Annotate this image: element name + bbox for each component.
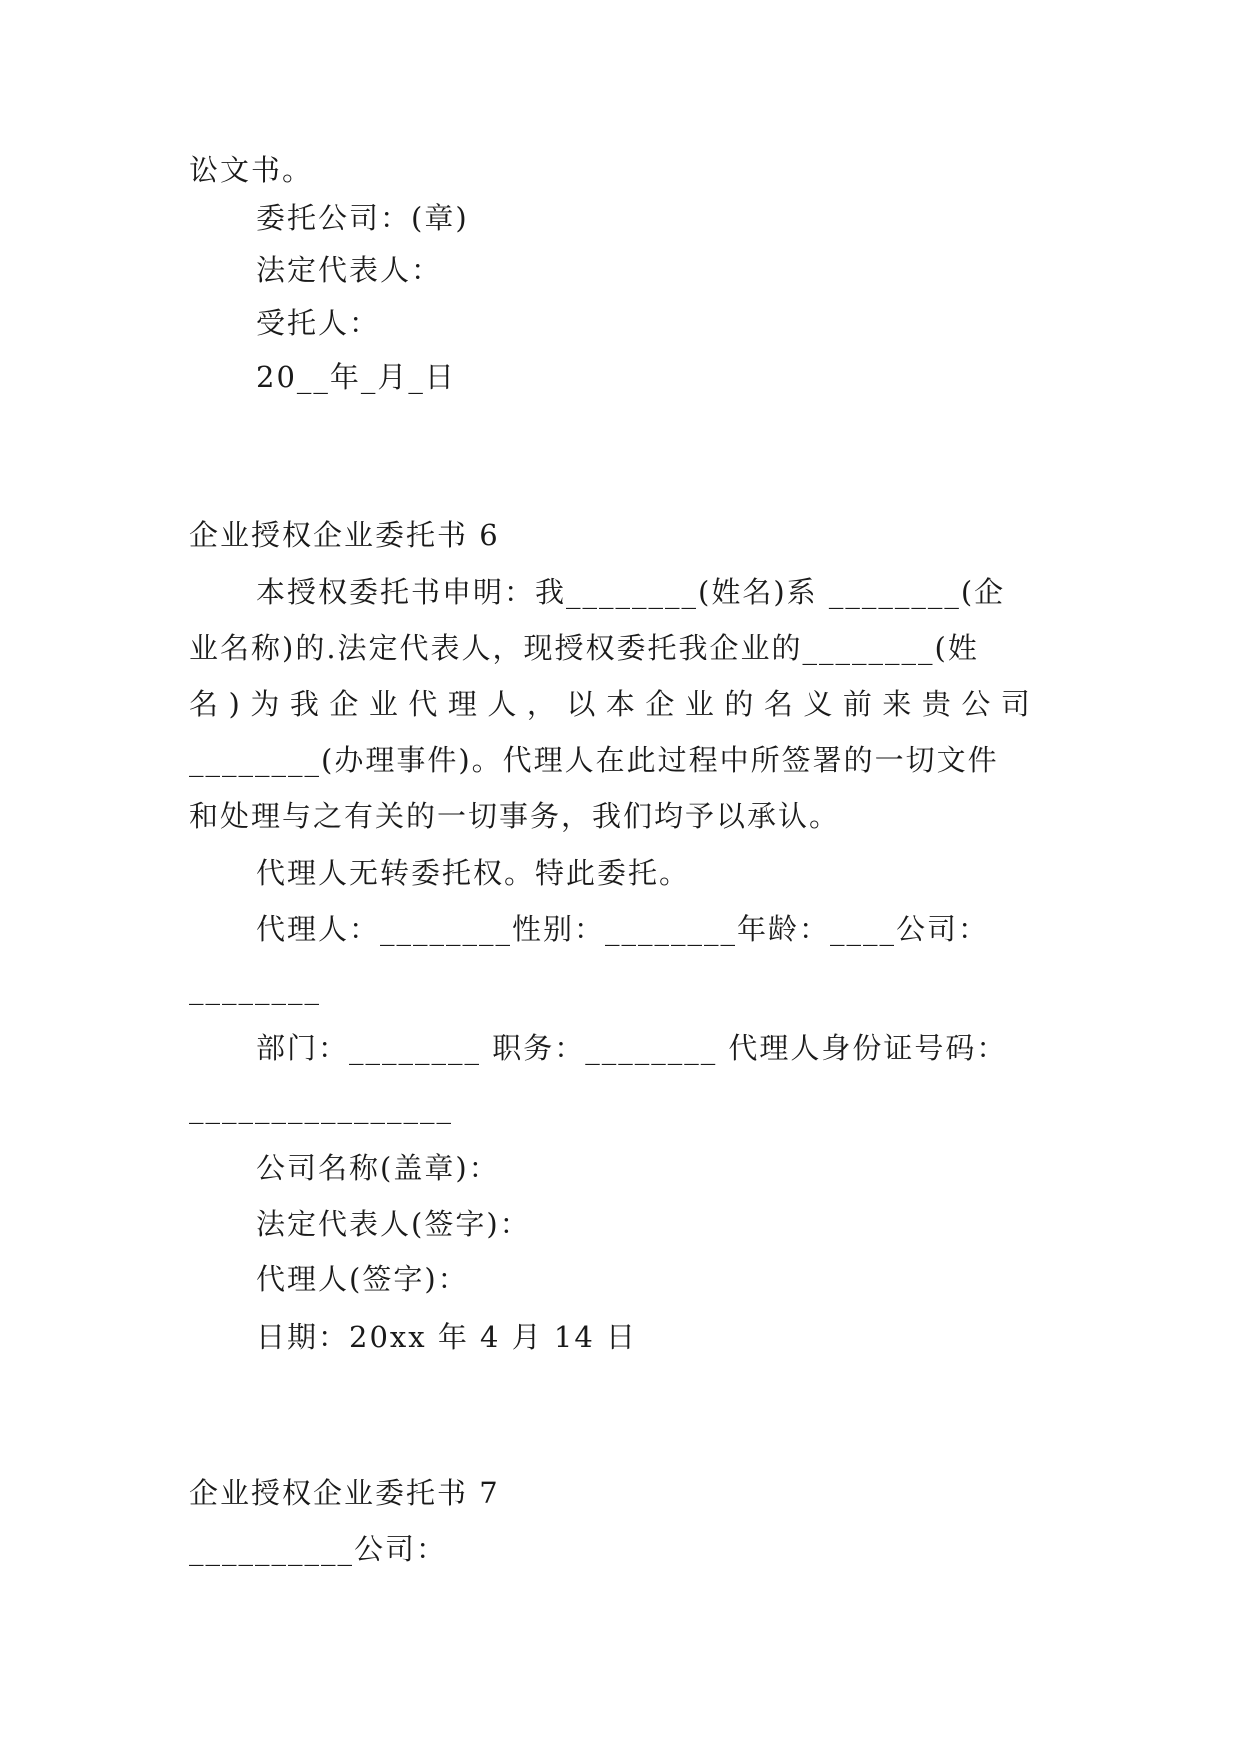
text-line: 委托公司：(章) xyxy=(256,201,469,235)
text-line: 本授权委托书申明：我________(姓名)系 ________(企 xyxy=(256,575,1006,609)
text-line: 名)为我企业代理人，以本企业的名义前来贵公司 xyxy=(189,687,1041,721)
text-line: 法定代表人： xyxy=(256,253,443,287)
text-line: 受托人： xyxy=(256,306,381,340)
text-line: 代理人：________性别：________年龄：____公司： xyxy=(256,912,990,946)
text-line: ________________ xyxy=(189,1090,453,1124)
section-heading: 企业授权企业委托书 7 xyxy=(189,1476,500,1510)
text-line: 代理人(签字)： xyxy=(256,1262,469,1296)
section-heading: 企业授权企业委托书 6 xyxy=(189,518,500,552)
text-line: __________公司： xyxy=(189,1532,448,1566)
text-line: 公司名称(盖章)： xyxy=(256,1151,500,1185)
text-line: ________(办理事件)。代理人在此过程中所签署的一切文件 xyxy=(189,743,999,777)
text-line: 法定代表人(签字)： xyxy=(256,1207,531,1241)
text-line: 20__年_月_日 xyxy=(256,360,456,394)
text-line: ________ xyxy=(189,971,321,1005)
text-line: 业名称)的.法定代表人，现授权委托我企业的________(姓 xyxy=(189,631,979,665)
text-line: 日期：20xx 年 4 月 14 日 xyxy=(256,1320,638,1354)
text-line: 和处理与之有关的一切事务，我们均予以承认。 xyxy=(189,799,841,833)
text-line: 代理人无转委托权。特此委托。 xyxy=(256,856,691,890)
text-line: 讼文书。 xyxy=(189,153,314,187)
text-line: 部门：________ 职务：________ 代理人身份证号码： xyxy=(256,1031,1008,1065)
